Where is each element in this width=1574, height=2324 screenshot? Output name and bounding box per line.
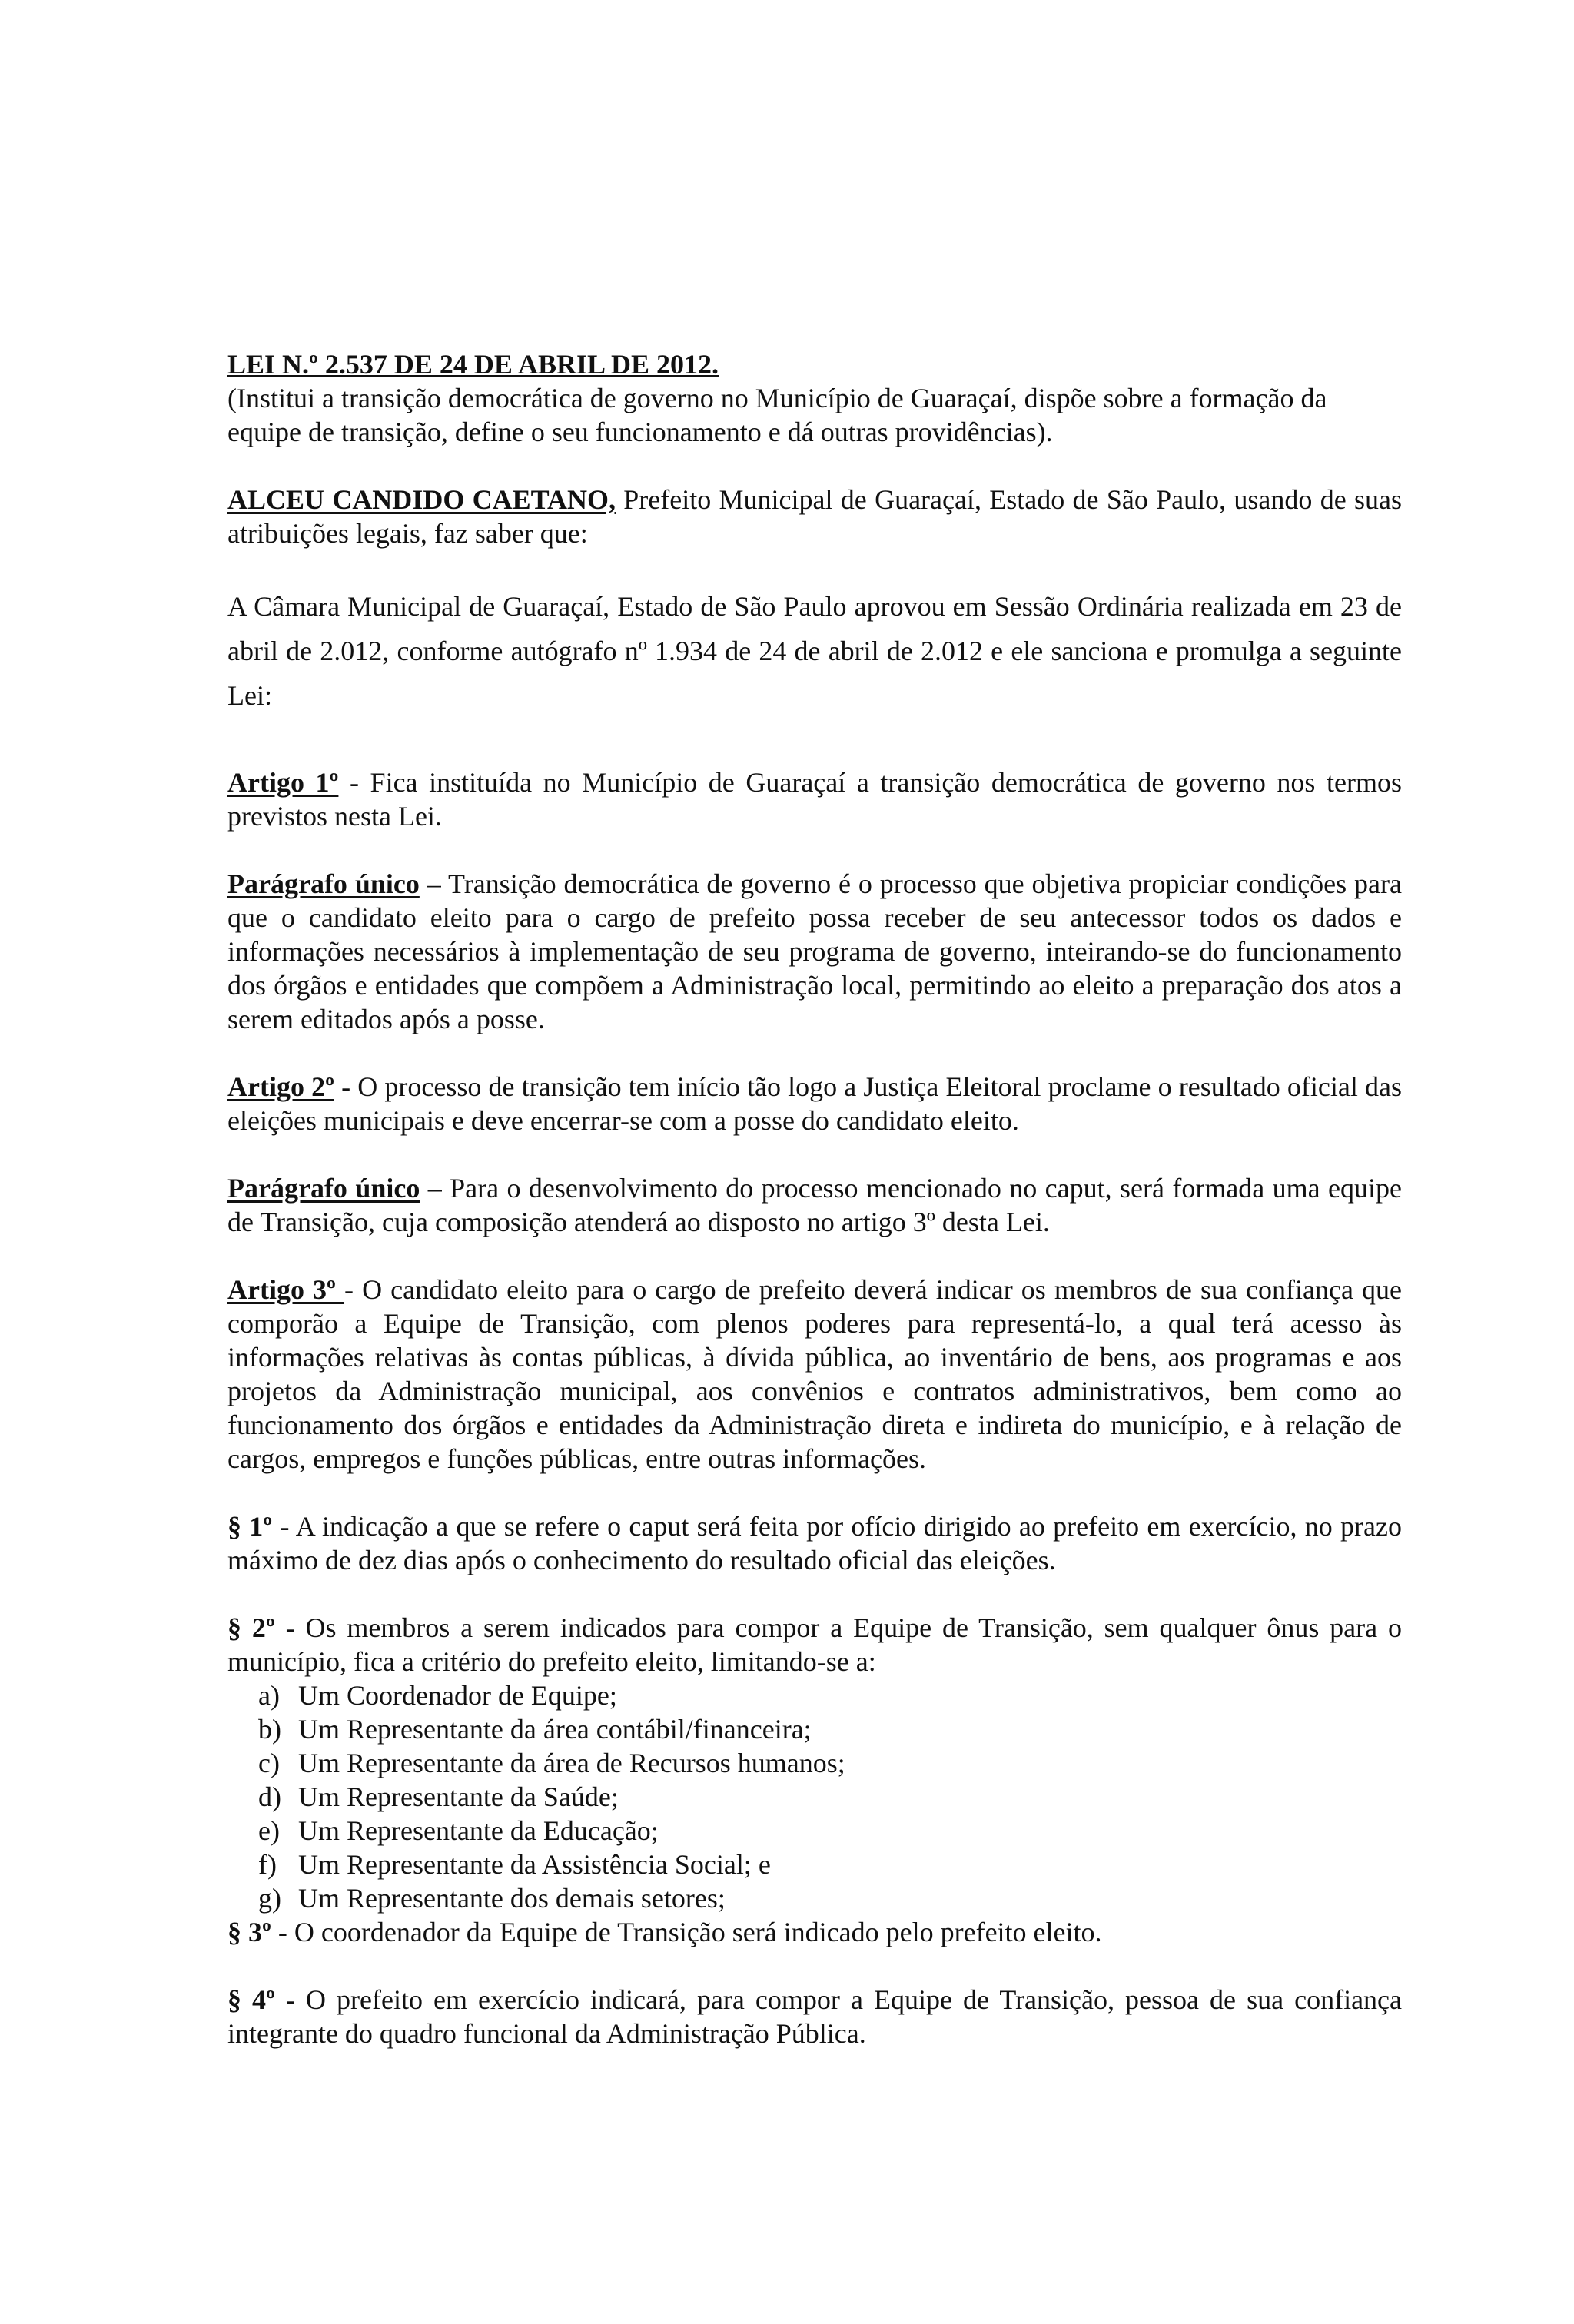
list-item-letter: f): [258, 1849, 277, 1880]
representatives-list: [227, 1678, 1402, 1915]
list-item-text: Um Representante dos demais setores;: [298, 1883, 726, 1914]
list-item: [258, 1746, 1402, 1780]
article-3-section-4: [227, 1983, 1402, 2050]
article-1-paragraph: [227, 867, 1402, 1036]
article-1-text: - Fica instituída no Município de Guaraçaí a transição democrática de governo nos termos previstos nesta Lei.: [227, 767, 1402, 832]
section-2-text: - Os membros a serem indicados para compor a Equipe de Transição, sem qualquer ônus para o município, fica a critério do prefeito eleito, limitando-se a:: [227, 1612, 1402, 1677]
list-item-text: Um Coordenador de Equipe;: [298, 1680, 617, 1711]
preamble-approval: A Câmara Municipal de Guaraçaí, Estado de São Paulo aprovou em Sessão Ordinária realizada em 23 de abril de 2.012, conforme autógrafo nº 1.934 de 24 de abril de 2.012 e ele sanciona e promulga a seguinte Lei:: [227, 591, 1402, 711]
law-summary: (Institui a transição democrática de governo no Município de Guaraçaí, dispõe sobre a formação da equipe de transição, define o seu funcionamento e dá outras providências).: [227, 383, 1327, 447]
section-4-text: - O prefeito em exercício indicará, para compor a Equipe de Transição, pessoa de sua confiança integrante do quadro funcional da Administração Pública.: [227, 1984, 1403, 2049]
article-2-paragraph-label: Parágrafo único: [227, 1173, 420, 1204]
list-item: [258, 1712, 1402, 1746]
section-3-text: - O coordenador da Equipe de Transição será indicado pelo prefeito eleito.: [271, 1917, 1102, 1947]
section-2-label: § 2º: [227, 1612, 275, 1643]
list-item-text: Um Representante da Educação;: [298, 1815, 659, 1846]
section-1-text: - A indicação a que se refere o caput será feita por ofício dirigido ao prefeito em exercício, no prazo máximo de dez dias após o conhecimento do resultado oficial das eleições.: [227, 1511, 1403, 1575]
list-item-letter: g): [258, 1883, 281, 1914]
list-item: [258, 1848, 1402, 1881]
law-title: LEI N.º 2.537 DE 24 DE ABRIL DE 2012.: [227, 349, 719, 380]
article-3-section-1: [227, 1509, 1402, 1577]
mayor-text: Prefeito Municipal de Guaraçaí, Estado de São Paulo, usando de suas atribuições legais, faz saber que:: [227, 484, 1402, 549]
article-2-label: Artigo 2º: [227, 1071, 334, 1102]
article-1-paragraph-label: Parágrafo único: [227, 868, 420, 899]
section-4-label: § 4º: [227, 1984, 275, 2015]
list-item-letter: e): [258, 1815, 280, 1846]
list-item: [258, 1678, 1402, 1712]
list-item: [258, 1881, 1402, 1915]
article-3-label: Artigo 3º: [227, 1274, 345, 1305]
section-3-label: § 3º: [227, 1917, 271, 1947]
list-item-letter: d): [258, 1781, 281, 1812]
list-item-text: Um Representante da área de Recursos humanos;: [298, 1748, 845, 1778]
article-1: [227, 765, 1402, 833]
list-item: [258, 1780, 1402, 1814]
article-2-paragraph: [227, 1171, 1402, 1239]
law-header: [227, 347, 1402, 449]
section-1-label: § 1º: [227, 1511, 273, 1542]
article-2: [227, 1070, 1402, 1137]
article-2-text: - O processo de transição tem início tão logo a Justiça Eleitoral proclame o resultado oficial das eleições municipais e deve encerrar-se com a posse do candidato eleito.: [227, 1071, 1402, 1136]
list-item-letter: a): [258, 1680, 280, 1711]
list-item-text: Um Representante da Assistência Social; e: [298, 1849, 771, 1880]
article-3: [227, 1273, 1402, 1476]
article-1-paragraph-text: – Transição democrática de governo é o processo que objetiva propiciar condições para que o candidato eleito para o cargo de prefeito possa receber de seu antecessor todos os dados e informações necessários à implementação de seu programa de governo, inteirando-se do funcionamento dos órgãos e entidades que compõem a Administração local, permitindo ao eleito a preparação dos atos a serem editados após a posse.: [227, 868, 1402, 1034]
list-item: [258, 1814, 1402, 1848]
article-3-section-3: [227, 1915, 1402, 1949]
list-item-letter: b): [258, 1714, 281, 1745]
preamble-mayor: [227, 483, 1402, 550]
document-page: [227, 347, 1402, 2050]
list-item-letter: c): [258, 1748, 280, 1778]
mayor-name: ALCEU CANDIDO CAETANO,: [227, 484, 616, 515]
article-3-section-2: [227, 1611, 1402, 1678]
article-1-label: Artigo 1º: [227, 767, 339, 798]
list-item-text: Um Representante da área contábil/financeira;: [298, 1714, 812, 1745]
list-item-text: Um Representante da Saúde;: [298, 1781, 619, 1812]
article-3-text: - O candidato eleito para o cargo de prefeito deverá indicar os membros de sua confiança que comporão a Equipe de Transição, com plenos poderes para representá-lo, a qual terá acesso às informações relativas às contas públicas, à dívida pública, ao inventário de bens, aos programas e aos projetos da Administração municipal, aos convênios e contratos administrativos, bem como ao funcionamento dos órgãos e entidades da Administração direta e indireta do município, e à relação de cargos, empregos e funções públicas, entre outras informações.: [227, 1274, 1402, 1474]
article-2-paragraph-text: – Para o desenvolvimento do processo mencionado no caput, será formada uma equipe de Transição, cuja composição atenderá ao disposto no artigo 3º desta Lei.: [227, 1173, 1402, 1237]
